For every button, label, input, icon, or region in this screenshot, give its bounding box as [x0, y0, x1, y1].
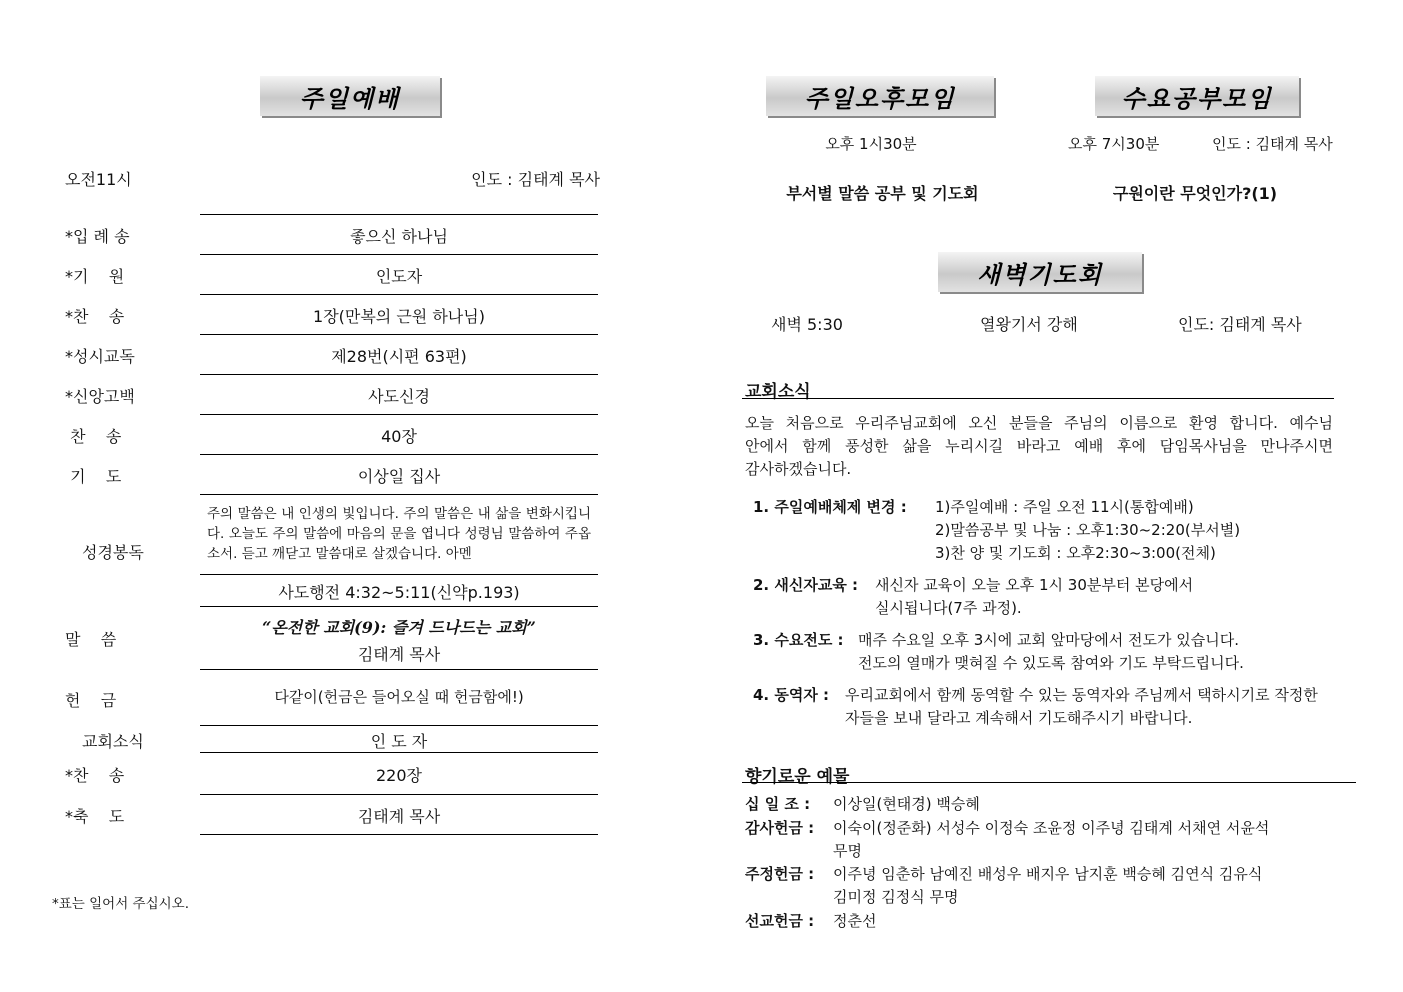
- dawn-title: 새벽기도회: [938, 252, 1142, 292]
- news-item-line: 3)찬 양 및 기도회 : 오후2:30~3:00(전체): [935, 544, 1216, 562]
- offering-names: 정춘선: [833, 912, 877, 930]
- offering-names: 무명: [833, 842, 862, 860]
- news-item-line: 전도의 열매가 맺혀질 수 있도록 참여와 기도 부탁드립니다.: [858, 654, 1244, 672]
- news-underline: [742, 398, 1334, 399]
- table-rule: [200, 834, 598, 835]
- news-value: 인 도 자: [370, 732, 428, 751]
- offering-key: 주정헌금 :: [745, 865, 815, 883]
- sunday-worship-title: 주일예배: [260, 76, 440, 116]
- news-intro-line: 오늘 처음으로 우리주님교회에 오신 분들을 주님의 이름으로 환영 합니다. 예수님: [745, 414, 1333, 432]
- table-rule: [200, 606, 598, 607]
- worship-leader: 인도 : 김태계 목사: [471, 170, 600, 189]
- church-news-heading: 교회소식: [745, 382, 811, 402]
- news-item-line: 1)주일예배 : 주일 오전 11시(통합예배): [935, 498, 1194, 516]
- order-label: *입 례 송: [65, 227, 130, 246]
- news-item-line: 새신자 교육이 오늘 오후 1시 30분부터 본당에서: [875, 576, 1194, 594]
- table-rule: [200, 254, 598, 255]
- order-label: *기 원: [65, 267, 125, 286]
- hymn2-value: 220장: [376, 766, 422, 785]
- table-rule: [200, 374, 598, 375]
- table-rule: [200, 494, 598, 495]
- news-label: 교회소식: [82, 732, 144, 751]
- order-label: 찬 송: [65, 427, 122, 446]
- sermon-preacher: 김태계 목사: [357, 645, 441, 664]
- offerings-underline: [742, 782, 1356, 783]
- scripture-passage: 사도행전 4:32~5:11(신약p.193): [278, 583, 520, 602]
- wednesday-leader: 인도 : 김태계 목사: [1212, 135, 1333, 153]
- order-label: 기 도: [65, 467, 122, 486]
- news-item-line: 실시됩니다(7주 과정).: [875, 599, 1022, 617]
- news-intro-line: 감사하겠습니다.: [745, 460, 852, 478]
- news-item-key: 2. 새신자교육 :: [753, 576, 859, 594]
- order-label: *성시교독: [65, 347, 135, 366]
- table-rule: [200, 794, 598, 795]
- news-item-key: 3. 수요전도 :: [753, 631, 844, 649]
- afternoon-time: 오후 1시30분: [825, 135, 917, 153]
- offering-key: 감사헌금 :: [745, 819, 815, 837]
- afternoon-topic: 부서별 말씀 공부 및 기도회: [786, 184, 979, 203]
- order-value: 이상일 집사: [357, 467, 441, 486]
- order-value: 1장(만복의 근원 하나님): [313, 307, 485, 326]
- order-value: 제28번(시편 63편): [331, 347, 467, 366]
- news-item-line: 매주 수요일 오후 3시에 교회 앞마당에서 전도가 있습니다.: [858, 631, 1239, 649]
- afternoon-title: 주일오후모임: [766, 76, 994, 116]
- hymn2-label: *찬 송: [65, 766, 125, 785]
- offering-names: 이숙이(정준화) 서성수 이정숙 조윤정 이주녕 김태계 서채연 서윤석: [833, 819, 1270, 837]
- wednesday-title: 수요공부모임: [1095, 76, 1299, 116]
- table-rule: [200, 334, 598, 335]
- dawn-leader: 인도: 김태계 목사: [1178, 315, 1302, 334]
- table-rule: [200, 752, 598, 753]
- blessing-value: 김태계 목사: [357, 807, 441, 826]
- news-item-line: 자들을 보내 달라고 계속해서 기도해주시기 바랍니다.: [845, 709, 1193, 727]
- news-item-key: 1. 주일예배체제 변경 :: [753, 498, 907, 516]
- offering-label: 헌 금: [65, 691, 117, 710]
- sermon-label: 말 씀: [65, 630, 117, 649]
- sermon-title: “온전한 교회(9): 즐겨 드나드는 교회”: [262, 618, 536, 637]
- order-value: 사도신경: [368, 387, 430, 406]
- news-item-line: 우리교회에서 함께 동역할 수 있는 동역자와 주님께서 택하시기로 작정한: [845, 686, 1318, 704]
- news-item-key: 4. 동역자 :: [753, 686, 830, 704]
- offering-names: 김미정 김정식 무명: [833, 888, 959, 906]
- dawn-text: 열왕기서 강해: [980, 315, 1078, 334]
- scripture-prayer: 주의 말씀은 내 인생의 빛입니다. 주의 말씀은 내 삶을 변화시킵니다. 오늘도 주의 말씀에 마음의 문을 엽니다 성령님 말씀하여 주옵소서. 듣고 깨닫고 말씀대로 살겠습니다. 아멘: [207, 506, 591, 562]
- news-item-line: 2)말씀공부 및 나눔 : 오후1:30~2:20(부서별): [935, 521, 1241, 539]
- wednesday-time: 오후 7시30분: [1068, 135, 1160, 153]
- table-rule: [200, 725, 598, 726]
- table-rule: [200, 669, 598, 670]
- offering-value: 다같이(헌금은 들어오실 때 헌금함에!): [274, 688, 524, 706]
- offering-names: 이상일(현태경) 백승혜: [833, 795, 980, 813]
- order-value: 인도자: [375, 267, 423, 286]
- table-rule: [200, 454, 598, 455]
- blessing-label: *축 도: [65, 807, 125, 826]
- table-rule: [200, 214, 598, 215]
- scripture-label: 성경봉독: [82, 543, 144, 562]
- worship-time: 오전11시: [65, 170, 132, 189]
- footnote: *표는 일어서 주십시오.: [52, 896, 189, 912]
- offerings-heading: 향기로운 예물: [745, 767, 850, 787]
- news-intro-line: 안에서 함께 풍성한 삶을 누리시길 바라고 예배 후에 담임목사님을 만나주시면: [745, 437, 1333, 455]
- table-rule: [200, 294, 598, 295]
- order-value: 좋으신 하나님: [350, 227, 448, 246]
- offering-names: 이주녕 임춘하 남예진 배성우 배지우 남지훈 백승혜 김연식 김유식: [833, 865, 1263, 883]
- order-label: *찬 송: [65, 307, 125, 326]
- table-rule: [200, 574, 598, 575]
- order-label: *신앙고백: [65, 387, 135, 406]
- table-rule: [200, 414, 598, 415]
- order-value: 40장: [381, 427, 417, 446]
- dawn-time: 새벽 5:30: [771, 315, 843, 334]
- offering-key: 선교헌금 :: [745, 912, 815, 930]
- offering-key: 십 일 조 :: [745, 795, 811, 813]
- wednesday-topic: 구원이란 무엇인가?(1): [1112, 184, 1278, 203]
